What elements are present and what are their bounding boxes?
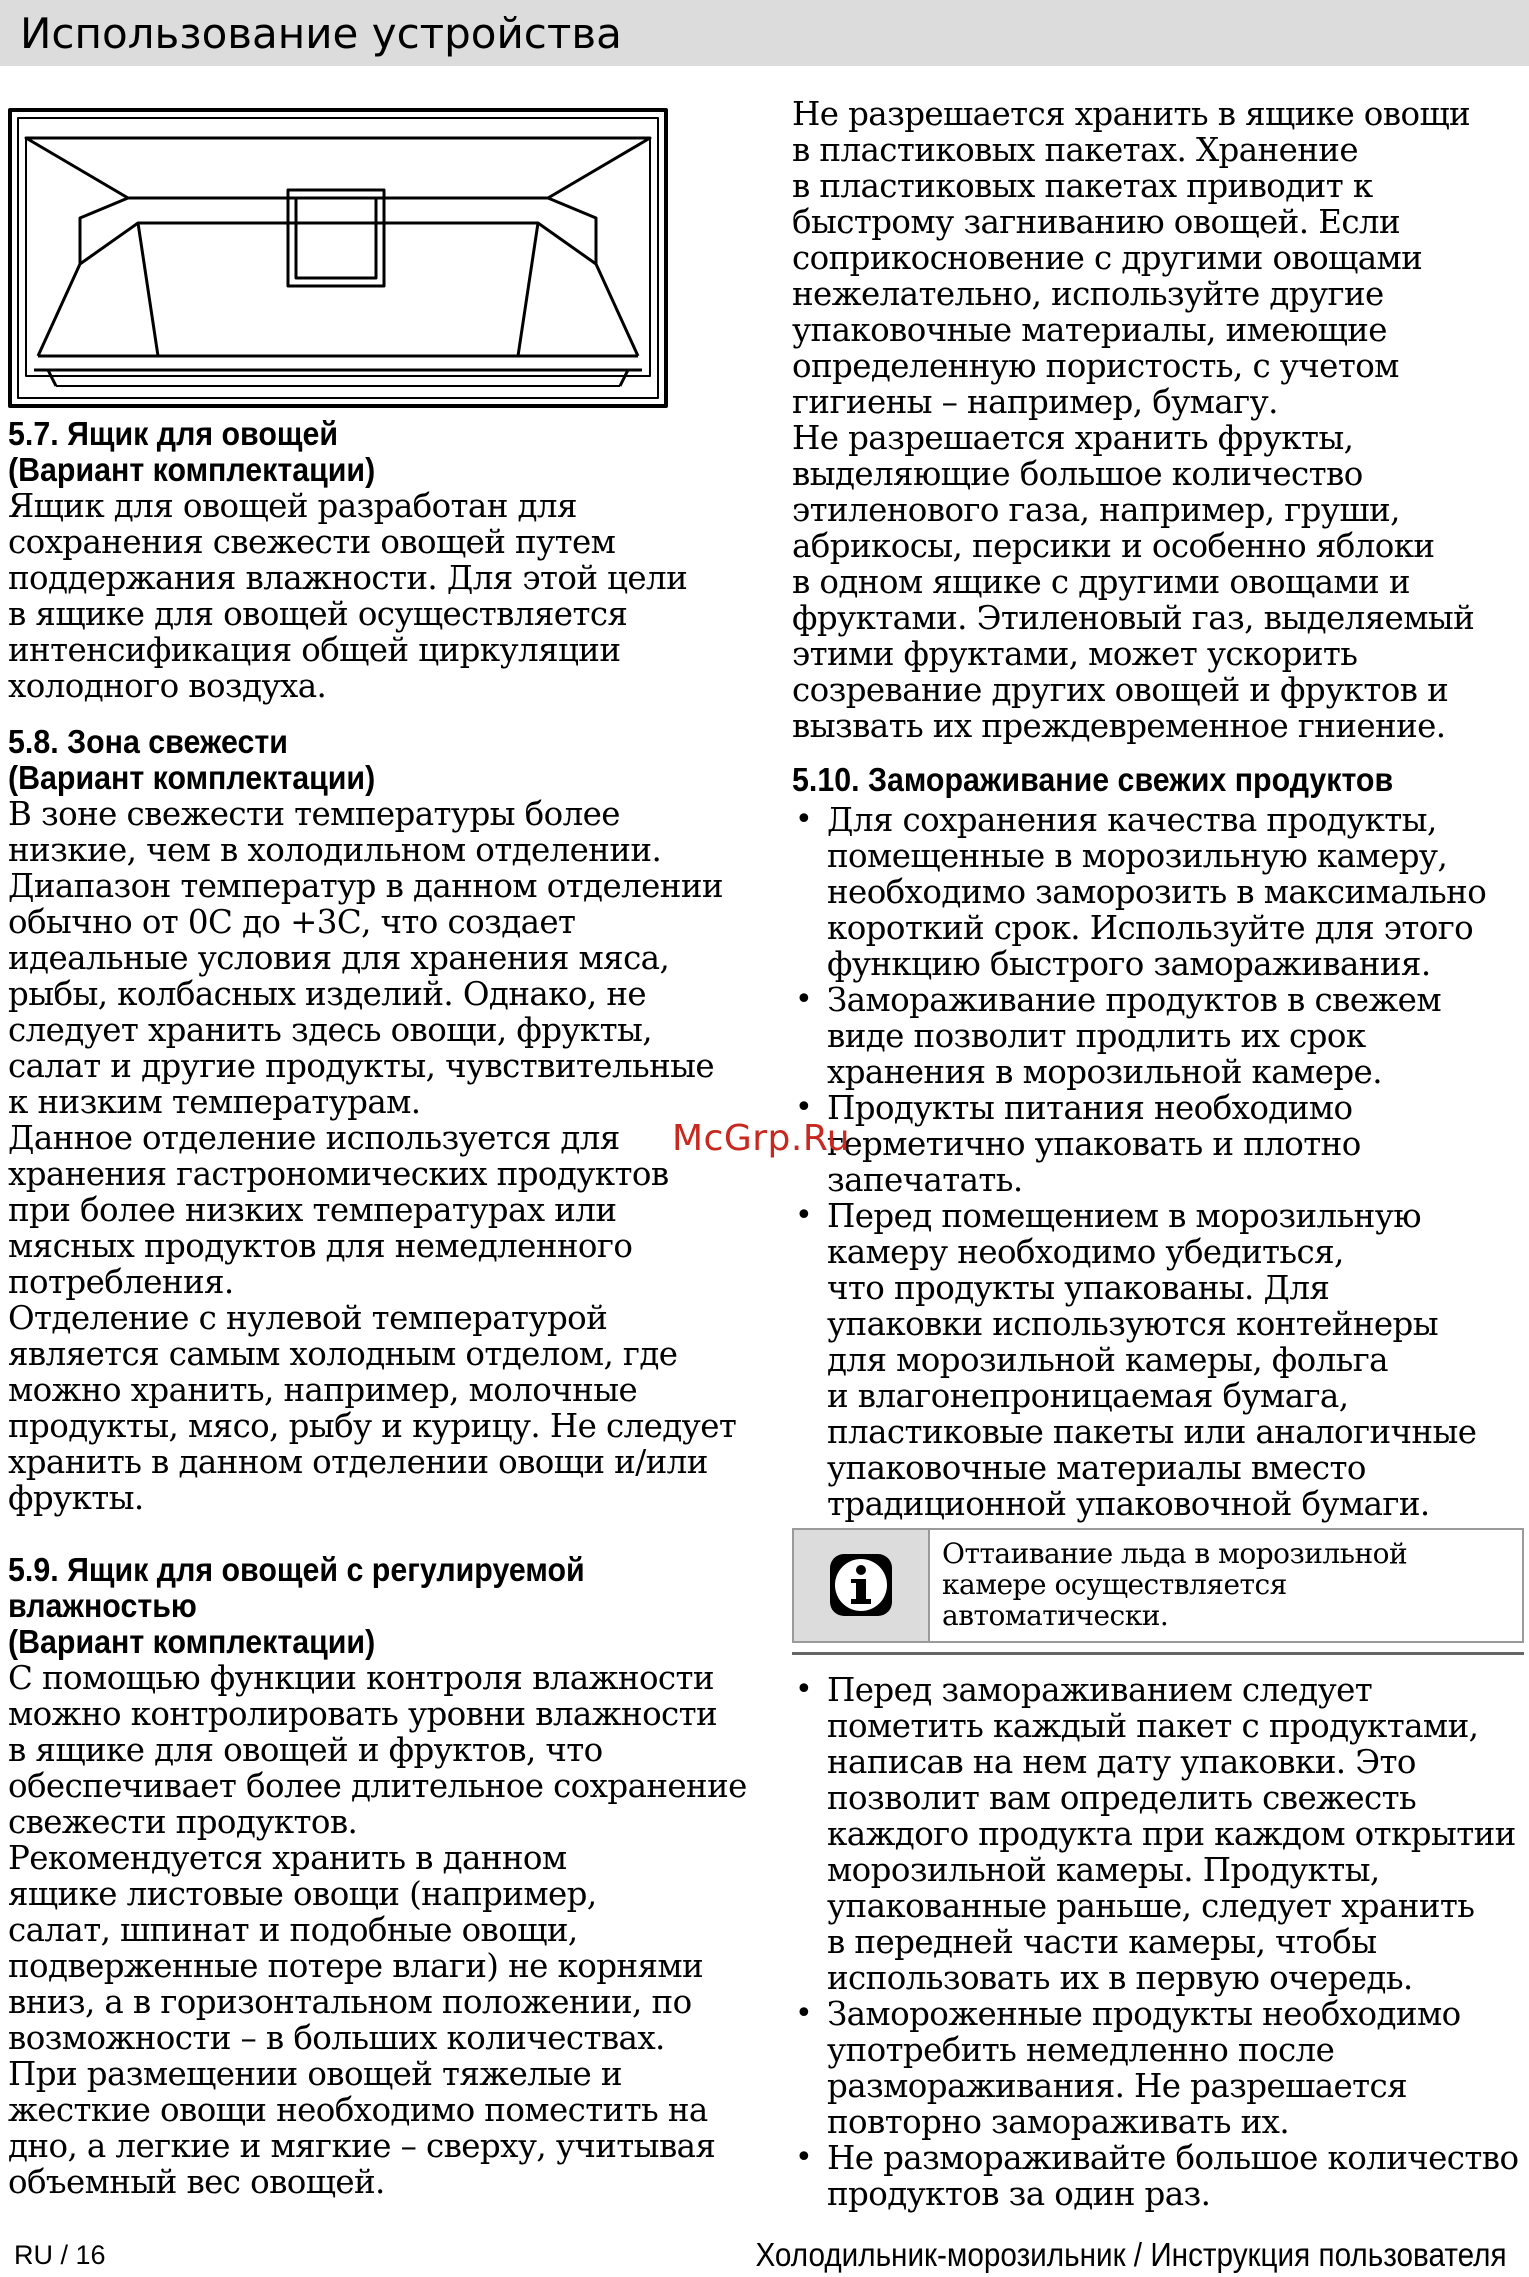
list-item: • Перед помещением в морозильную камеру необходимо убедиться, что продукты упакованы. Для упаковки используются контейнеры для морозильной камеры, фольга и влагонепроницаемая бумага, пластиковые пакеты или аналогичные упаковочные материалы вместо традиционной упаковочной бумаги. [795, 1197, 1477, 1523]
bullet-icon: • [795, 982, 813, 1017]
list-item: • Не размораживайте большое количество продуктов за один раз. [795, 2139, 1519, 2213]
info-note [792, 1528, 1524, 1643]
divider [792, 1652, 1524, 1655]
note-text: Оттаивание льда в морозильной камере осуществляется автоматически. [942, 1537, 1408, 1632]
list-item: • Замороженные продукты необходимо употребить немедленно после размораживания. Не разрешается повторно замораживать их. [795, 1995, 1461, 2141]
list-item: • Для сохранения качества продукты, помещенные в морозильную камеру, необходимо заморозить в максимально короткий срок. Используйте для этого функцию быстрого замораживания. [795, 801, 1487, 983]
section-5-8-title: 5.8. Зона свежести (Вариант комплектации) [8, 723, 376, 796]
bullet-icon: • [795, 1996, 813, 2031]
list-item: • Продукты питания необходимо герметично упаковать и плотно запечатать. [795, 1089, 1361, 1199]
section-5-7-text: Ящик для овощей разработан для сохранения свежести овощей путем поддержания влажности. Для этой цели в ящике для овощей осуществляется интенсификация общей циркуляции холодного воздуха. [8, 487, 688, 705]
bullet-icon: • [795, 802, 813, 837]
vegetable-drawer-illustration [8, 108, 668, 410]
info-icon [828, 1552, 894, 1618]
list-item: • Перед замораживанием следует пометить каждый пакет с продуктами, написав на нем дату упаковки. Это позволит вам определить свежесть каждого продукта при каждом открытии морозильной камеры. Продукты, упакованные раньше, следует хранить в передней части камеры, чтобы использовать их в первую очередь. [795, 1671, 1516, 1997]
watermark: McGrp.Ru [672, 1118, 851, 1159]
bullet-icon: • [795, 1672, 813, 1707]
section-5-8-text: В зоне свежести температуры более низкие, чем в холодильном отделении. Диапазон температур в данном отделении обычно от 0С до +3С, что создает идеальные условия для хранения мяса, рыбы, колбасных изделий. Однако, не следует хранить здесь овощи, фрукты, салат и другие продукты, чувствительные к низким температурам. Данное отделение используется для хранения гастрономических продуктов при более низких температурах или мясных продуктов для немедленного потребления. Отделение с нулевой температурой является самым холодным отделом, где можно хранить, например, молочные продукты, мясо, рыбу и курицу. Не следует хранить в данном отделении овощи и/или фрукты. [8, 795, 737, 1517]
note-icon-cell [794, 1530, 930, 1641]
page-number: RU / 16 [14, 2240, 106, 2270]
section-5-9-title: 5.9. Ящик для овощей с регулируемой влажностью (Вариант комплектации) [8, 1551, 585, 1660]
page-title: Использование устройства [20, 9, 622, 58]
document-title: Холодильник-морозильник / Инструкция пользователя [755, 2236, 1507, 2273]
vegetable-storage-text: Не разрешается хранить в ящике овощи в пластиковых пакетах. Хранение в пластиковых пакетах приводит к быстрому загниванию овощей. Если соприкосновение с другими овощами нежелательно, используйте другие упаковочные материалы, имеющие определенную пористость, с учетом гигиены – например, бумагу. Не разрешается хранить фрукты, выделяющие большое количество этиленового газа, например, груши, абрикосы, персики и особенно яблоки в одном ящике с другими овощами и фруктами. Этиленовый газ, выделяемый этими фруктами, может ускорить созревание других овощей и фруктов и вызвать их преждевременное гниение. [792, 95, 1475, 745]
bullet-icon: • [795, 1198, 813, 1233]
section-5-7-title: 5.7. Ящик для овощей (Вариант комплектации) [8, 415, 376, 488]
freezing-bullet-list-a [792, 802, 1527, 1522]
bullet-icon: • [795, 1090, 813, 1125]
freezing-bullet-list-b [792, 1672, 1527, 2212]
section-5-10-title: 5.10. Замораживание свежих продуктов [792, 761, 1394, 798]
section-5-9-text: С помощью функции контроля влажности можно контролировать уровни влажности в ящике для овощей и фруктов, что обеспечивает более длительное сохранение свежести продуктов. Рекомендуется хранить в данном ящике листовые овощи (например, салат, шпинат и подобные овощи, подверженные потере влаги) не корнями вниз, а в горизонтальном положении, по возможности – в больших количествах. При размещении овощей тяжелые и жесткие овощи необходимо поместить на дно, а легкие и мягкие – сверху, учитывая объемный вес овощей. [8, 1659, 747, 2201]
list-item: • Замораживание продуктов в свежем виде позволит продлить их срок хранения в морозильной камере. [795, 981, 1441, 1091]
bullet-icon: • [795, 2140, 813, 2175]
